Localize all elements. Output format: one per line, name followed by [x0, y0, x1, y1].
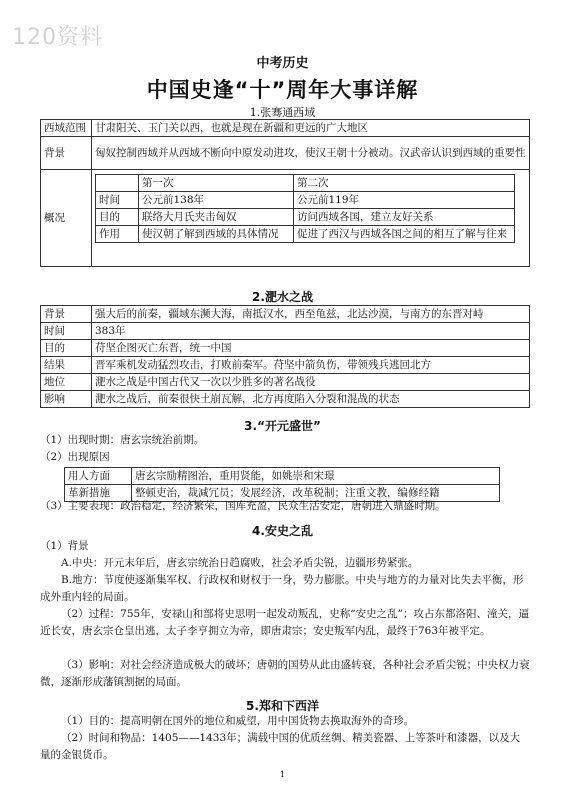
section-4-para-5: （3）影响：对社会经济造成极大的破坏；唐朝的国势从此由盛转衰，各种社会矛盾尖锐；中央权力衰微，逐渐形成藩镇割据的局面。 — [40, 659, 530, 688]
inner-row-label: 作用 — [96, 226, 139, 243]
row-label: 革新措施 — [65, 485, 132, 502]
section-4-para-4: （2）过程：755年，安禄山和部将史思明一起发动叛乱，史称“安史之乱”；攻占东都洛阳、潼关，逼近长安，唐玄宗仓皇出逃，太子李亨拥立为帝，即唐肃宗；安史叛军内乱，最终于763年被平定。 — [40, 608, 529, 637]
page-number: 1 — [279, 770, 286, 779]
overview-table — [95, 174, 515, 243]
row-label: 地位 — [41, 374, 92, 391]
section-2-heading: 2.淝水之战 — [252, 290, 313, 304]
row-label: 西域范围 — [41, 120, 92, 137]
section-5-para-1: （1）目的：提高明朝在国外的地位和威望，用中国货物去换取海外的奇珍。 — [61, 715, 415, 727]
row-label: 目的 — [41, 340, 92, 357]
row-value: 淝水之战后，前秦很快土崩瓦解，北方再度陷入分裂和混战的状态 — [92, 391, 530, 408]
corner-cell — [96, 175, 139, 192]
watermark: 120资料 — [12, 25, 103, 50]
col-head-first: 第一次 — [139, 175, 294, 192]
row-label: 用人方面 — [65, 468, 132, 485]
section-1-table — [40, 119, 530, 267]
section-4-para-2: A.中央：开元末年后，唐玄宗统治日趋腐败，社会矛盾尖锐，边疆形势紧张。 — [61, 557, 419, 569]
inner-cell: 促进了西汉与西域各国之间的相互了解与往来 — [294, 226, 515, 243]
inner-cell: 公元前138年 — [139, 192, 294, 209]
inner-cell: 访问西域各国，建立友好关系 — [294, 209, 515, 226]
row-value: 整顿吏治，裁减冗员；发展经济，改革税制；注重文教，编修经籍 — [132, 485, 500, 502]
section-1-heading: 1.张骞通西域 — [249, 106, 316, 119]
section-3-para-3: （3）主要表现：政治稳定，经济繁荣，国库充盈，民众生活安定，唐朝进入鼎盛时期。 — [40, 500, 446, 512]
page-title: 中国史逢“十”周年大事详解 — [146, 78, 419, 102]
row-value: 383年 — [92, 323, 530, 340]
row-value: 唐玄宗励精图治，重用贤能，如姚崇和宋璟 — [132, 468, 500, 485]
inner-row-label: 目的 — [96, 209, 139, 226]
col-head-second: 第二次 — [294, 175, 515, 192]
inner-cell: 使汉朝了解到西域的具体情况 — [139, 226, 294, 243]
row-value: 淝水之战是中国古代又一次以少胜多的著名战役 — [92, 374, 530, 391]
section-4-heading: 4.安史之乱 — [252, 524, 313, 538]
section-3-para-1: （1）出现时期：唐玄宗统治前期。 — [40, 434, 205, 446]
section-3-para-2: （2）出现原因 — [40, 451, 110, 463]
inner-cell: 联络大月氏夹击匈奴 — [139, 209, 294, 226]
inner-cell: 公元前119年 — [294, 192, 515, 209]
row-label: 概况 — [41, 170, 92, 267]
subject-title: 中考历史 — [256, 56, 309, 71]
row-label: 结果 — [41, 357, 92, 374]
section-2-table — [40, 305, 530, 408]
section-4-para-3: B.地方：节度使逐渐集军权、行政权和财权于一身，势力膨胀。中央与地方的力量对比失去平衡，形成外重内轻的局面。 — [40, 574, 524, 603]
row-value: 晋军乘机发动猛烈攻击，打败前秦军。苻坚中箭负伤，带领残兵逃回北方 — [92, 357, 530, 374]
row-value: 苻坚企图灭亡东晋，统一中国 — [92, 340, 530, 357]
row-value: 甘肃阳关、玉门关以西，也就是现在新疆和更远的广大地区 — [92, 120, 530, 137]
section-4-para-1: （1）背景 — [40, 540, 89, 552]
row-value: 强大后的前秦，疆域东濒大海，南抵汉水，西至龟兹，北达沙漠，与南方的东晋对峙 — [92, 306, 530, 323]
row-label: 背景 — [41, 137, 92, 170]
section-5-para-2: （2）时间和物品：1405——1433年；满载中国的优质丝绸、精美瓷器、上等茶叶和漆器，以及大量的金银货币。 — [40, 732, 521, 761]
row-label: 背景 — [41, 306, 92, 323]
section-3-table — [64, 467, 500, 502]
inner-row-label: 时间 — [96, 192, 139, 209]
row-label: 影响 — [41, 391, 92, 408]
row-label: 时间 — [41, 323, 92, 340]
row-value: 匈奴控制西域并从西域不断向中原发动进攻，使汉王朝十分被动。汉武帝认识到西域的重要性 — [92, 137, 530, 170]
section-3-heading: 3.“开元盛世” — [244, 419, 321, 433]
overview-cell — [92, 170, 530, 267]
section-5-heading: 5.郑和下西洋 — [246, 699, 319, 713]
